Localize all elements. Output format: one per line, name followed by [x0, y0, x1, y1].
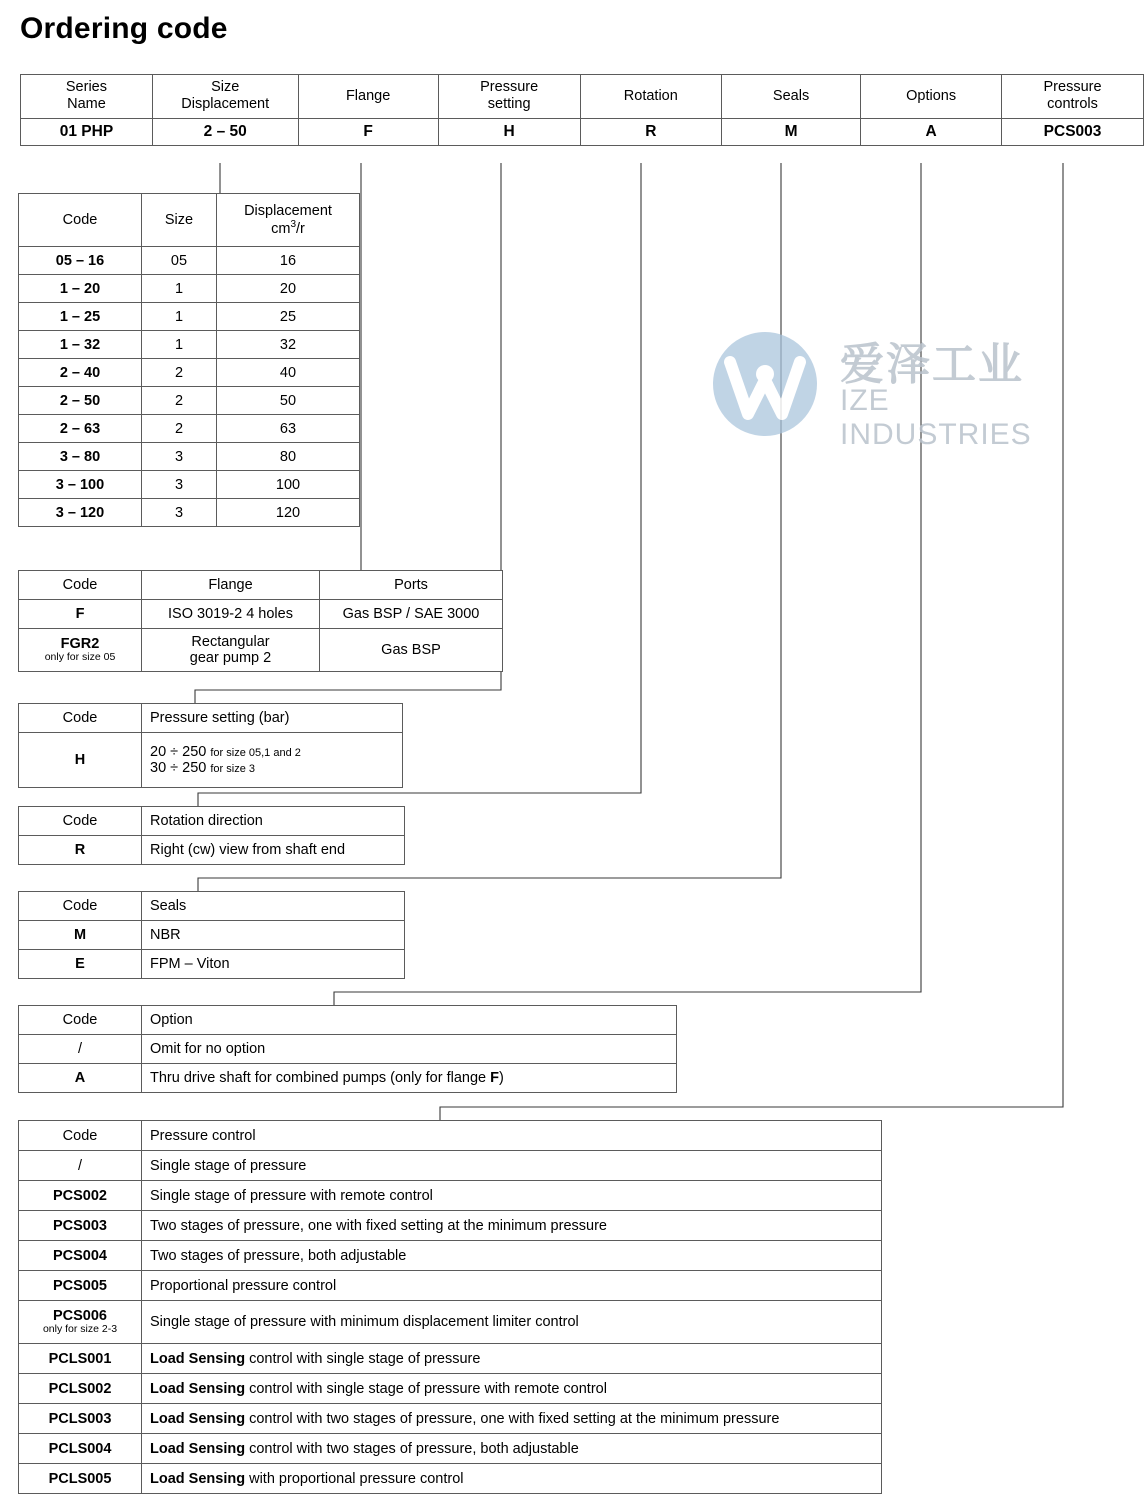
value-series-name: 01 PHP — [21, 118, 153, 145]
header-cell-option: Option — [142, 1006, 677, 1035]
header-cell-pressure-control: Pressure control — [142, 1121, 882, 1151]
cell-code: M — [19, 921, 142, 950]
table-row — [21, 75, 1144, 119]
table-row — [19, 1035, 677, 1064]
header-cell-series-name: Series Name — [21, 75, 153, 119]
cell-size: 3 — [142, 471, 217, 499]
header-cell-rotation: Rotation — [580, 75, 721, 119]
cell-flange: ISO 3019-2 4 holes — [142, 600, 320, 629]
cell-code: 3 – 120 — [19, 499, 142, 527]
cell-displacement: 50 — [217, 387, 360, 415]
value-pressure-controls: PCS003 — [1002, 118, 1144, 145]
cell-code: PCS002 — [19, 1181, 142, 1211]
cell-size: 2 — [142, 359, 217, 387]
table-row — [21, 118, 1144, 145]
value-options: A — [861, 118, 1002, 145]
rotation-table — [18, 806, 405, 865]
cell-displacement: 40 — [217, 359, 360, 387]
table-row — [19, 1464, 882, 1494]
cell-pressure-control: Load Sensing with proportional pressure control — [142, 1464, 882, 1494]
table-row — [19, 1121, 882, 1151]
cell-size: 2 — [142, 387, 217, 415]
cell-code: 1 – 32 — [19, 331, 142, 359]
table-row — [19, 629, 503, 672]
cell-size: 3 — [142, 499, 217, 527]
cell-code: PCLS001 — [19, 1344, 142, 1374]
cell-code: / — [19, 1151, 142, 1181]
cell-option: Thru drive shaft for combined pumps (only for flange F) — [142, 1064, 677, 1093]
header-cell-pressure-controls: Pressure controls — [1002, 75, 1144, 119]
cell-pressure-control: Load Sensing control with two stages of pressure, both adjustable — [142, 1434, 882, 1464]
flange-table — [18, 570, 503, 672]
table-row — [19, 807, 405, 836]
value-seals: M — [721, 118, 860, 145]
table-row — [19, 1181, 882, 1211]
cell-pressure-control: Two stages of pressure, one with fixed setting at the minimum pressure — [142, 1211, 882, 1241]
table-row — [19, 1301, 882, 1344]
cell-rotation-direction: Right (cw) view from shaft end — [142, 836, 405, 865]
header-cell-pressure-setting: Pressure setting — [438, 75, 580, 119]
table-row — [19, 1006, 677, 1035]
ordering-code-table — [20, 74, 1144, 146]
header-cell-size-displacement: Size Displacement — [152, 75, 298, 119]
table-row — [19, 303, 360, 331]
header-cell-displacement: Displacement $cm^3/r$ — [217, 194, 360, 247]
table-row — [19, 1151, 882, 1181]
table-row — [19, 1404, 882, 1434]
cell-pressure-control: Load Sensing control with single stage of pressure — [142, 1344, 882, 1374]
watermark — [700, 322, 1090, 452]
table-row — [19, 1374, 882, 1404]
table-row — [19, 194, 360, 247]
cell-code: 2 – 50 — [19, 387, 142, 415]
header-cell-code: Code — [19, 1006, 142, 1035]
cell-code: PCS003 — [19, 1211, 142, 1241]
watermark-text-cn: 爱泽工业 — [840, 339, 1024, 390]
value-rotation: R — [580, 118, 721, 145]
header-cell-code: Code — [19, 892, 142, 921]
table-row — [19, 892, 405, 921]
cell-pressure-control: Single stage of pressure — [142, 1151, 882, 1181]
table-row — [19, 359, 360, 387]
table-row — [19, 443, 360, 471]
cell-code: PCLS002 — [19, 1374, 142, 1404]
cell-code: PCS005 — [19, 1271, 142, 1301]
cell-option: Omit for no option — [142, 1035, 677, 1064]
table-row — [19, 1344, 882, 1374]
cell-displacement: 20 — [217, 275, 360, 303]
table-row — [19, 600, 503, 629]
cell-code: PCLS004 — [19, 1434, 142, 1464]
cell-flange: Rectangular gear pump 2 — [142, 629, 320, 672]
table-row — [19, 1211, 882, 1241]
header-cell-ports: Ports — [320, 571, 503, 600]
cell-code: 2 – 40 — [19, 359, 142, 387]
pressure-control-table — [18, 1120, 882, 1494]
cell-code: A — [19, 1064, 142, 1093]
header-cell-seals: Seals — [721, 75, 860, 119]
header-cell-seals: Seals — [142, 892, 405, 921]
options-table — [18, 1005, 677, 1093]
cell-code: PCS006 only for size 2-3 — [19, 1301, 142, 1344]
header-cell-rotation-direction: Rotation direction — [142, 807, 405, 836]
table-row — [19, 275, 360, 303]
cell-code: H — [19, 733, 142, 788]
cell-size: 05 — [142, 247, 217, 275]
pressure-setting-table — [18, 703, 403, 788]
cell-pressure-control: Proportional pressure control — [142, 1271, 882, 1301]
value-pressure-setting: H — [438, 118, 580, 145]
cell-code: PCLS005 — [19, 1464, 142, 1494]
header-cell-code: Code — [19, 194, 142, 247]
cell-displacement: 16 — [217, 247, 360, 275]
cell-displacement: 63 — [217, 415, 360, 443]
value-size-displacement: 2 – 50 — [152, 118, 298, 145]
cell-ports: Gas BSP / SAE 3000 — [320, 600, 503, 629]
table-row — [19, 733, 403, 788]
cell-code: FGR2 only for size 05 — [19, 629, 142, 672]
ize-logo-icon — [700, 322, 830, 452]
cell-displacement: 120 — [217, 499, 360, 527]
cell-seals: NBR — [142, 921, 405, 950]
cell-code: 05 – 16 — [19, 247, 142, 275]
header-cell-code: Code — [19, 1121, 142, 1151]
cell-displacement: 25 — [217, 303, 360, 331]
table-row — [19, 1241, 882, 1271]
table-row — [19, 1434, 882, 1464]
cell-code: 3 – 80 — [19, 443, 142, 471]
header-cell-code: Code — [19, 571, 142, 600]
cell-size: 3 — [142, 443, 217, 471]
cell-pressure-control: Single stage of pressure with minimum displacement limiter control — [142, 1301, 882, 1344]
cell-code: F — [19, 600, 142, 629]
watermark-text-en: IZE INDUSTRIES — [840, 384, 1032, 451]
table-row — [19, 247, 360, 275]
cell-displacement: 80 — [217, 443, 360, 471]
table-row — [19, 571, 503, 600]
page-title: Ordering code — [20, 12, 228, 45]
table-row — [19, 950, 405, 979]
table-row — [19, 471, 360, 499]
table-row — [19, 836, 405, 865]
cell-code: 2 – 63 — [19, 415, 142, 443]
header-cell-size: Size — [142, 194, 217, 247]
table-row — [19, 331, 360, 359]
header-cell-options: Options — [861, 75, 1002, 119]
header-cell-pressure-setting: Pressure setting (bar) — [142, 704, 403, 733]
table-row — [19, 1271, 882, 1301]
cell-pressure-control: Two stages of pressure, both adjustable — [142, 1241, 882, 1271]
cell-pressure-control: Single stage of pressure with remote control — [142, 1181, 882, 1211]
table-row — [19, 387, 360, 415]
table-row — [19, 499, 360, 527]
header-cell-code: Code — [19, 807, 142, 836]
header-cell-code: Code — [19, 704, 142, 733]
displacement-table — [18, 193, 360, 527]
seals-table — [18, 891, 405, 979]
cell-code: / — [19, 1035, 142, 1064]
cell-size: 1 — [142, 331, 217, 359]
cell-size: 1 — [142, 275, 217, 303]
table-row — [19, 1064, 677, 1093]
cell-displacement: 100 — [217, 471, 360, 499]
cell-code: 1 – 20 — [19, 275, 142, 303]
cell-ports: Gas BSP — [320, 629, 503, 672]
table-row — [19, 704, 403, 733]
value-flange: F — [298, 118, 438, 145]
cell-code: 3 – 100 — [19, 471, 142, 499]
cell-pressure-range: 20 ÷ 250 for size 05,1 and 2 30 ÷ 250 for size 3 — [142, 733, 403, 788]
cell-code: R — [19, 836, 142, 865]
cell-size: 2 — [142, 415, 217, 443]
cell-displacement: 32 — [217, 331, 360, 359]
table-row — [19, 921, 405, 950]
cell-code: E — [19, 950, 142, 979]
cell-pressure-control: Load Sensing control with two stages of pressure, one with fixed setting at the minimum pressure — [142, 1404, 882, 1434]
cell-seals: FPM – Viton — [142, 950, 405, 979]
header-cell-flange: Flange — [298, 75, 438, 119]
cell-code: PCLS003 — [19, 1404, 142, 1434]
cell-code: 1 – 25 — [19, 303, 142, 331]
cell-pressure-control: Load Sensing control with single stage of pressure with remote control — [142, 1374, 882, 1404]
header-cell-flange: Flange — [142, 571, 320, 600]
cell-size: 1 — [142, 303, 217, 331]
cell-code: PCS004 — [19, 1241, 142, 1271]
table-row — [19, 415, 360, 443]
